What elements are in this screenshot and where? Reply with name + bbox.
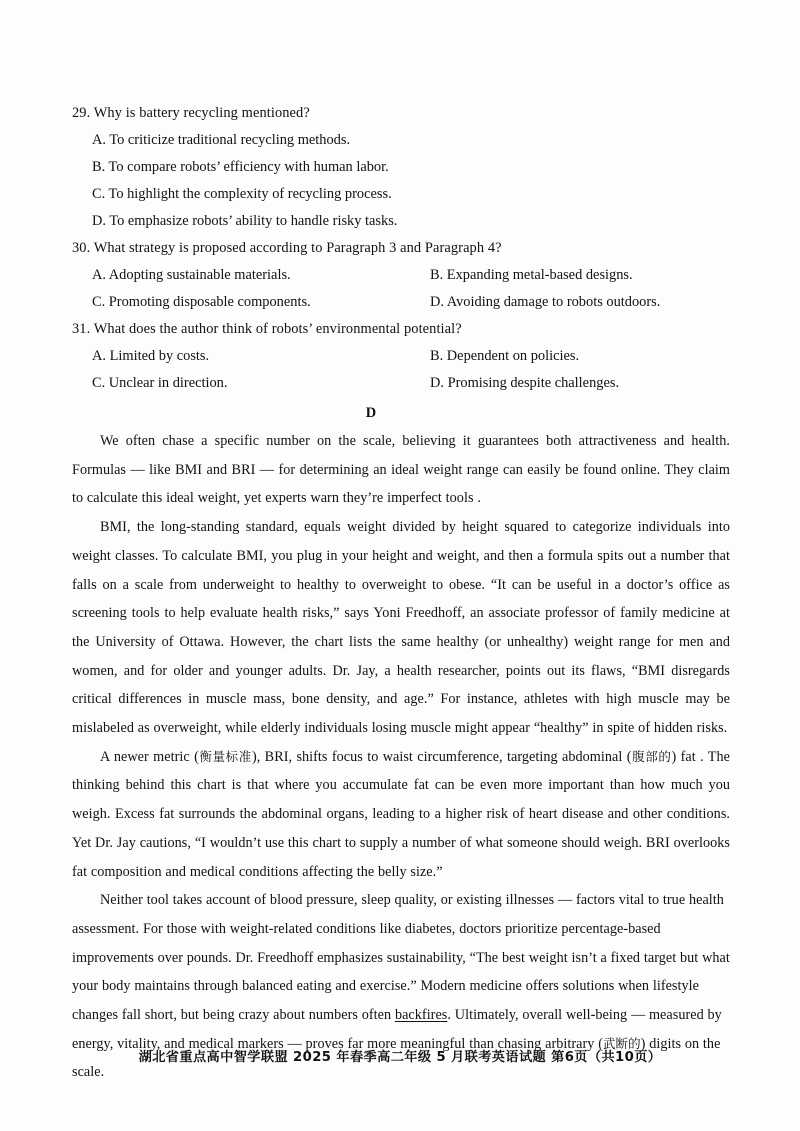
question-30-option-c[interactable]: C. Promoting disposable components. bbox=[92, 294, 311, 310]
question-29-options bbox=[72, 127, 730, 235]
section-marker-d: D bbox=[365, 405, 377, 421]
p3-text-before-gloss1: A newer metric ( bbox=[100, 748, 199, 765]
question-31-option-a[interactable]: A. Limited by costs. bbox=[92, 348, 210, 364]
page-footer bbox=[0, 1046, 800, 1066]
p3-text-after-gloss2: ) fat . The thinking behind this chart is that where you accumulate fat can be even more important than how much you weigh. Excess fat surrounds the abdominal organs, leading to a higher risk of heart disease and other conditions. Yet Dr. Jay cautions, “I wouldn’t use this chart to supply a number of what someone should weigh. BRI overlooks fat composition and medical conditions affecting the belly size.” bbox=[72, 748, 731, 880]
p4-gloss-arbitrary: 武断的 bbox=[602, 1035, 641, 1051]
passage-paragraph-2: BMI, the long-standing standard, equals weight divided by height squared to categorize individuals into weight classes. To calculate BMI, you plug in your height and weight, and then a formula spits out a number that falls on a scale from underweight to healthy to overweight to obese. “It can be useful in a doctor’s office as screening tools to help evaluate health risks,” says Yoni Freedhoff, an associate professor of family medicine at the University of Ottawa. However, the chart lists the same healthy (or unhealthy) weight range for men and women, and for older and younger adults. Dr. Jay, a health researcher, points out its flaws, “BMI disregards critical differences in muscle mass, bone density, and age.” For instance, athletes with high muscle may be mislabeled as overweight, while elderly individuals losing muscle might appear “healthy” in spite of hidden risks. bbox=[72, 519, 730, 737]
p3-gloss-measure-standard: 衡量标准 bbox=[198, 748, 252, 764]
p4-text-tail: ) digits on the scale. bbox=[72, 1035, 721, 1081]
question-31 bbox=[72, 316, 730, 397]
p4-underlined-word-backfires: backfires bbox=[394, 1007, 448, 1024]
p3-text-between-gloss: ), BRI, shifts focus to waist circumference, targeting abdominal ( bbox=[251, 748, 632, 765]
question-29 bbox=[72, 100, 730, 235]
question-31-option-d[interactable]: D. Promising despite challenges. bbox=[430, 375, 620, 391]
question-29-option-a[interactable]: A. To criticize traditional recycling methods. bbox=[92, 132, 351, 148]
question-30-options bbox=[72, 262, 730, 316]
question-31-option-c[interactable]: C. Unclear in direction. bbox=[92, 375, 228, 391]
question-30-option-d[interactable]: D. Avoiding damage to robots outdoors. bbox=[430, 294, 661, 310]
page-content bbox=[72, 100, 730, 1087]
question-30-option-b[interactable]: B. Expanding metal-based designs. bbox=[430, 267, 633, 283]
question-31-options bbox=[72, 343, 730, 397]
question-29-option-c[interactable]: C. To highlight the complexity of recycling process. bbox=[92, 186, 392, 202]
p3-gloss-abdominal: 腹部的 bbox=[631, 748, 672, 764]
question-30 bbox=[72, 235, 730, 316]
question-31-option-b[interactable]: B. Dependent on policies. bbox=[430, 348, 580, 364]
question-30-option-a[interactable]: A. Adopting sustainable materials. bbox=[92, 267, 291, 283]
question-29-stem: 29. Why is battery recycling mentioned? bbox=[72, 105, 310, 121]
question-31-stem: 31. What does the author think of robots’ environmental potential? bbox=[72, 321, 462, 337]
footer-text: 湖北省重点高中智学联盟 2025 年春季高二年级 5 月联考英语试题 第6页（共10页） bbox=[138, 1050, 662, 1065]
p4-text-before-underline: Neither tool takes account of blood pressure, sleep quality, or existing illnesses — factors vital to true health assessment. For those with weight-related conditions like diabetes, doctors prioritize percentage-based improvements over pounds. Dr. Freedhoff emphasizes sustainability, “The best weight isn’t a fixed target but what your body maintains through balanced eating and exercise.” Modern medicine offers solutions when lifestyle changes fall short, but being crazy about numbers often bbox=[72, 892, 730, 1024]
passage-paragraph-1: We often chase a specific number on the scale, believing it guarantees both attractiveness and health. Formulas — like BMI and BRI — for determining an ideal weight range can easily be found online. They claim to calculate this ideal weight, yet experts warn they’re imperfect tools . bbox=[72, 433, 730, 507]
reading-passage bbox=[72, 427, 730, 1087]
passage-paragraph-3 bbox=[72, 743, 730, 887]
question-29-option-d[interactable]: D. To emphasize robots’ ability to handle risky tasks. bbox=[92, 213, 398, 229]
question-29-option-b[interactable]: B. To compare robots’ efficiency with human labor. bbox=[92, 159, 389, 175]
p4-text-after-underline: . Ultimately, overall well-being — measured by energy, vitality, and medical markers — proves far more meaningful than chasing arbitrary ( bbox=[72, 1007, 722, 1052]
question-30-stem: 30. What strategy is proposed according to Paragraph 3 and Paragraph 4? bbox=[72, 240, 502, 256]
